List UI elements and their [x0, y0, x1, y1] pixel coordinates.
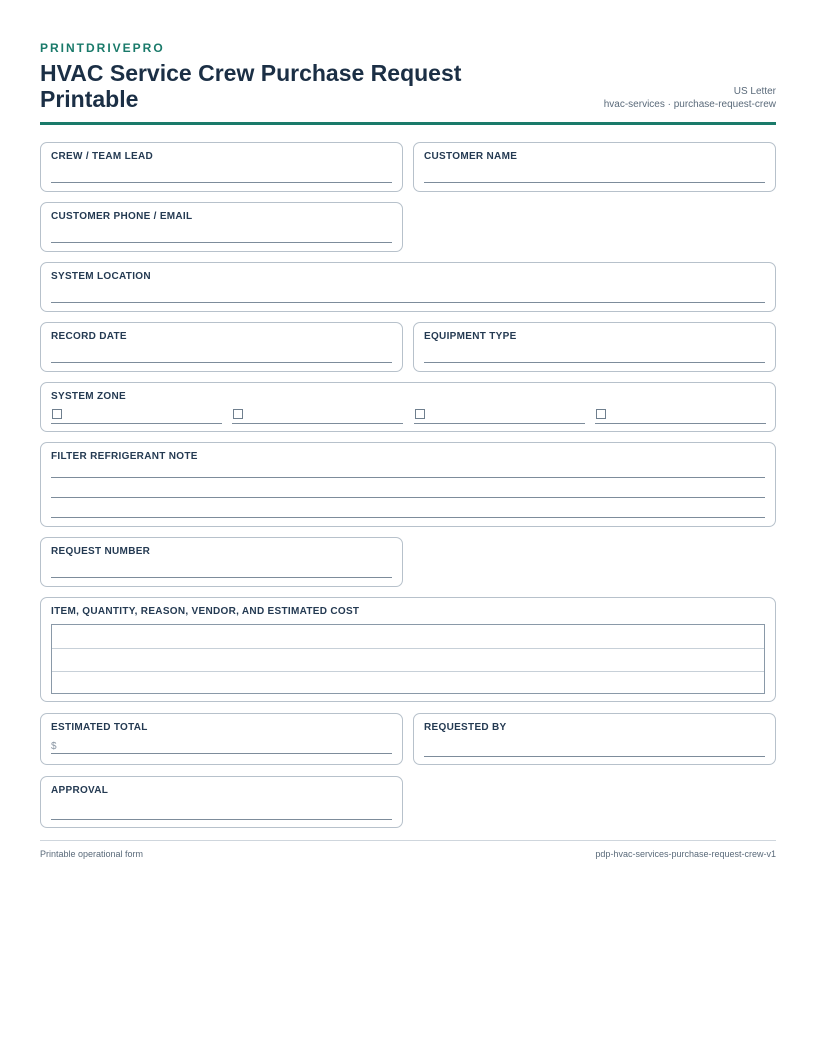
- zone-write-line-2[interactable]: [232, 423, 403, 424]
- field-label: APPROVAL: [51, 785, 109, 796]
- table-row-divider: [52, 671, 764, 672]
- field-label: RECORD DATE: [51, 331, 127, 342]
- items-table[interactable]: [51, 624, 765, 694]
- customer-phone-email-field[interactable]: [40, 202, 403, 252]
- form-id: pdp-hvac-services-purchase-request-crew-v1: [595, 849, 776, 859]
- field-label: CUSTOMER PHONE / EMAIL: [51, 211, 193, 222]
- table-row-divider: [52, 648, 764, 649]
- items-table-field: [40, 597, 776, 702]
- footer-left-text: Printable operational form: [40, 849, 144, 859]
- customer-name-field[interactable]: [413, 142, 776, 192]
- paper-size: US Letter: [733, 86, 776, 97]
- header-divider: [40, 122, 776, 125]
- field-label: ITEM, QUANTITY, REASON, VENDOR, AND ESTIMATED COST: [51, 606, 360, 617]
- system-location-field[interactable]: [40, 262, 776, 312]
- approval-field[interactable]: [40, 776, 403, 828]
- equipment-type-field[interactable]: [413, 322, 776, 372]
- zone-write-line-1[interactable]: [51, 423, 222, 424]
- footer-divider: [40, 840, 776, 841]
- brand-name: PRINTDRIVEPRO: [40, 41, 165, 55]
- write-line[interactable]: [51, 577, 392, 578]
- category-path: hvac-services · purchase-request-crew: [603, 99, 776, 110]
- write-line[interactable]: [51, 182, 392, 183]
- field-label: REQUESTED BY: [424, 722, 507, 733]
- field-label: SYSTEM LOCATION: [51, 271, 151, 282]
- estimated-total-field[interactable]: [40, 713, 403, 765]
- write-line[interactable]: [424, 362, 765, 363]
- field-label: FILTER REFRIGERANT NOTE: [51, 451, 198, 462]
- request-number-field[interactable]: [40, 537, 403, 587]
- record-date-field[interactable]: [40, 322, 403, 372]
- filter-refrigerant-note-field[interactable]: [40, 442, 776, 527]
- field-label: CREW / TEAM LEAD: [51, 151, 154, 162]
- field-label: CUSTOMER NAME: [424, 151, 518, 162]
- document-meta: [604, 85, 776, 111]
- zone-write-line-4[interactable]: [595, 423, 766, 424]
- requested-by-field[interactable]: [413, 713, 776, 765]
- zone-checkbox-2[interactable]: [233, 409, 243, 419]
- field-label: ESTIMATED TOTAL: [51, 722, 148, 733]
- write-line[interactable]: [51, 753, 392, 754]
- note-line-2[interactable]: [51, 497, 765, 498]
- crew-team-lead-field[interactable]: [40, 142, 403, 192]
- field-label: EQUIPMENT TYPE: [424, 331, 517, 342]
- system-zone-field: [40, 382, 776, 432]
- page-title: HVAC Service Crew Purchase Request Printable: [40, 60, 462, 112]
- field-label: SYSTEM ZONE: [51, 391, 126, 402]
- write-line[interactable]: [51, 302, 765, 303]
- zone-checkbox-4[interactable]: [596, 409, 606, 419]
- field-label: REQUEST NUMBER: [51, 546, 151, 557]
- zone-write-line-3[interactable]: [414, 423, 585, 424]
- write-line[interactable]: [424, 756, 765, 757]
- write-line[interactable]: [51, 242, 392, 243]
- note-line-1[interactable]: [51, 477, 765, 478]
- note-line-3[interactable]: [51, 517, 765, 518]
- write-line[interactable]: [51, 362, 392, 363]
- write-line[interactable]: [51, 819, 392, 820]
- zone-checkbox-3[interactable]: [415, 409, 425, 419]
- currency-symbol: $: [51, 741, 57, 752]
- zone-checkbox-1[interactable]: [52, 409, 62, 419]
- write-line[interactable]: [424, 182, 765, 183]
